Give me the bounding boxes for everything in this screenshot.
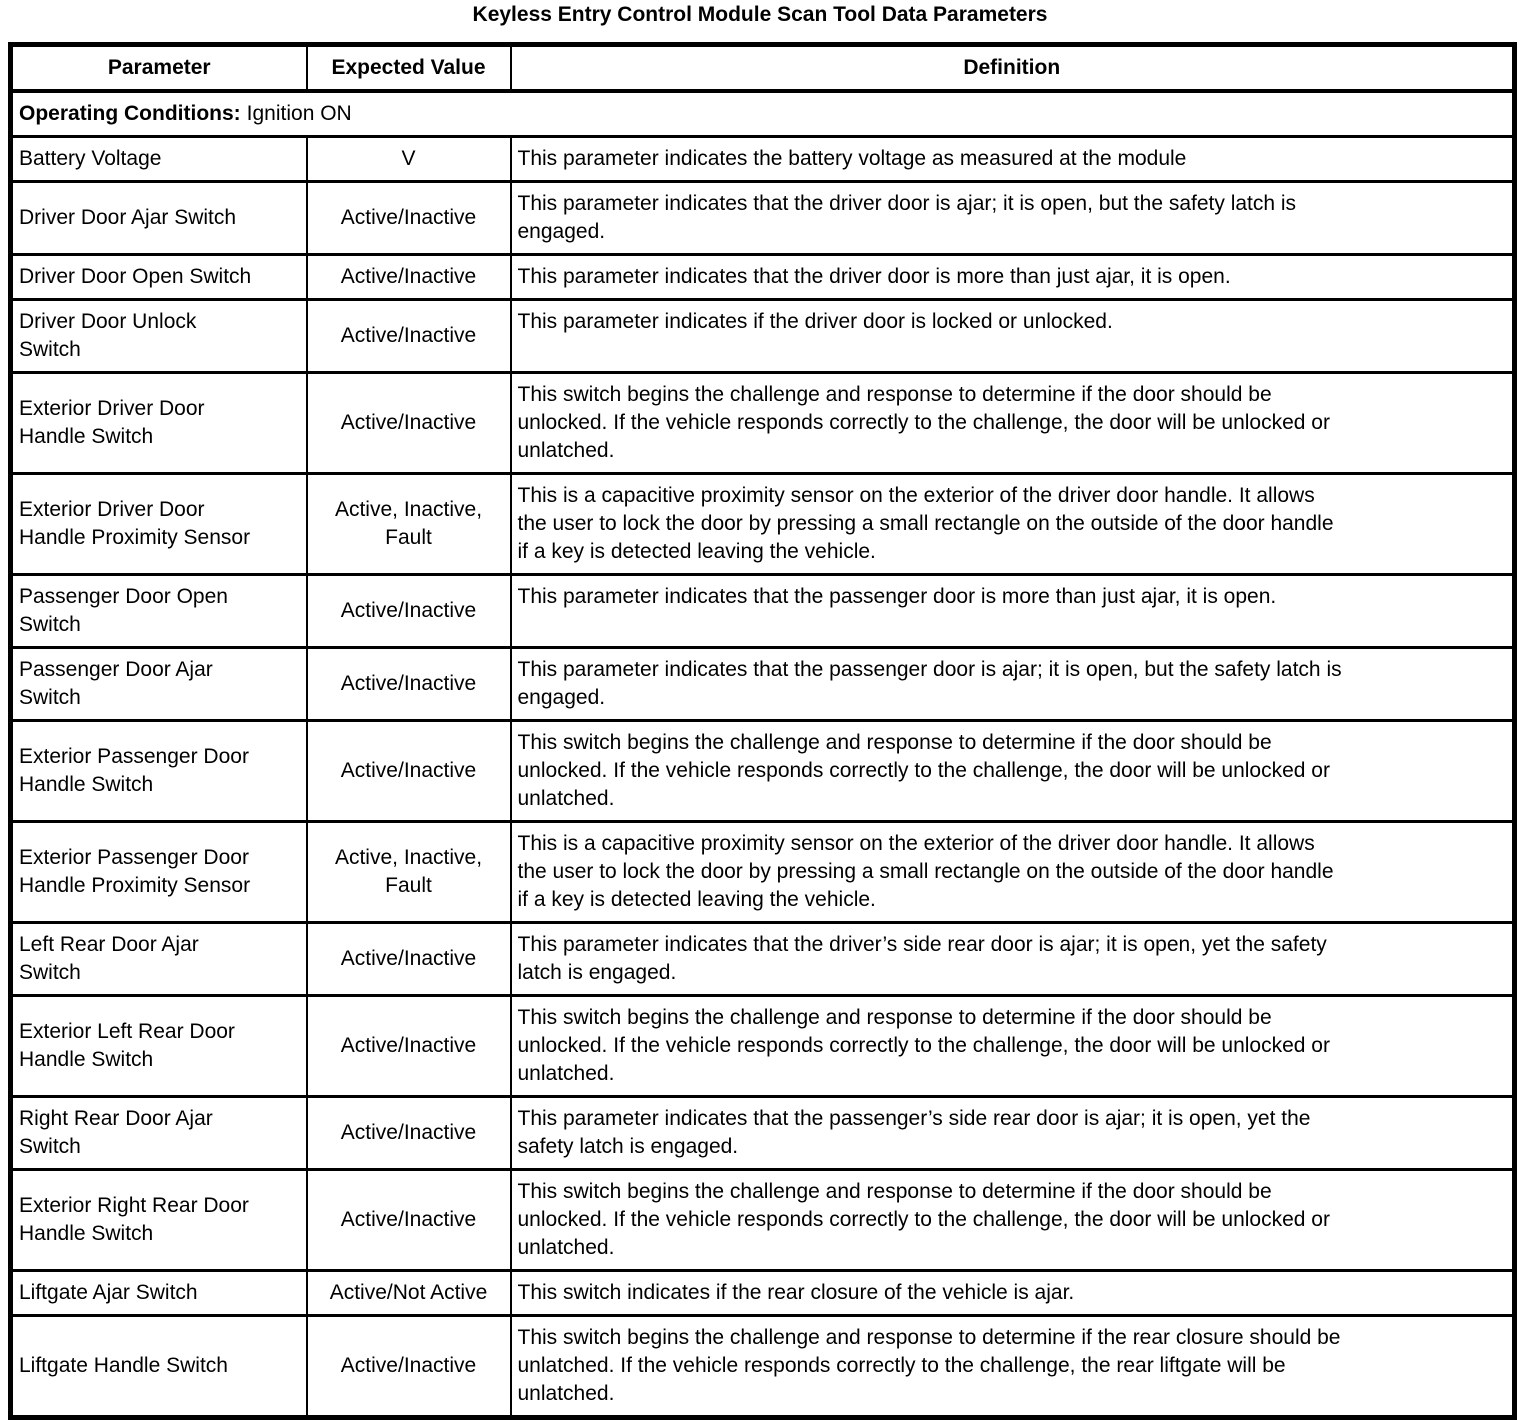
expected-value-cell: Active, Inactive, Fault	[307, 474, 511, 575]
definition-cell	[511, 1097, 1515, 1170]
parameter-cell-text: Driver Door Ajar Switch	[19, 206, 237, 229]
parameter-cell-text: Left Rear Door Ajar Switch	[19, 933, 199, 984]
parameter-cell-text: Exterior Right Rear Door Handle Switch	[19, 1194, 249, 1245]
parameter-cell-text: Exterior Passenger Door Handle Switch	[19, 745, 249, 796]
parameter-cell	[11, 1316, 307, 1418]
table-row	[11, 996, 1515, 1097]
definition-cell-text: This parameter indicates the battery voltage as measured at the module	[517, 147, 1187, 170]
parameter-cell	[11, 721, 307, 822]
expected-value-cell: Active/Not Active	[307, 1271, 511, 1316]
parameter-cell	[11, 137, 307, 182]
expected-value-cell: Active/Inactive	[307, 1097, 511, 1170]
operating-conditions-row	[11, 91, 1515, 137]
table-row	[11, 923, 1515, 996]
parameter-cell	[11, 575, 307, 648]
expected-value-cell: Active/Inactive	[307, 575, 511, 648]
operating-conditions-cell	[11, 91, 1515, 137]
table-row	[11, 1170, 1515, 1271]
parameter-cell	[11, 255, 307, 300]
table-header-row	[11, 45, 1515, 92]
definition-cell	[511, 721, 1515, 822]
parameter-cell	[11, 474, 307, 575]
parameter-cell	[11, 300, 307, 373]
definition-cell-text: This parameter indicates that the driver door is ajar; it is open, but the safety latch is engaged.	[517, 192, 1297, 243]
definition-cell	[511, 373, 1515, 474]
expected-value-cell: Active/Inactive	[307, 300, 511, 373]
expected-value-cell: Active/Inactive	[307, 996, 511, 1097]
parameter-cell-text: Battery Voltage	[19, 147, 162, 170]
parameter-cell	[11, 1097, 307, 1170]
parameter-cell-text: Exterior Left Rear Door Handle Switch	[19, 1020, 235, 1071]
table-row	[11, 1316, 1515, 1418]
parameter-cell-text: Passenger Door Open Switch	[19, 585, 228, 636]
parameter-cell-text: Exterior Driver Door Handle Proximity Sensor	[19, 498, 251, 549]
expected-value-cell: Active/Inactive	[307, 923, 511, 996]
parameter-cell	[11, 182, 307, 255]
definition-cell-text: This parameter indicates that the passenger’s side rear door is ajar; it is open, yet the safety latch is engaged.	[517, 1107, 1311, 1158]
parameter-cell	[11, 1271, 307, 1316]
parameter-cell	[11, 996, 307, 1097]
parameter-cell-text: Liftgate Handle Switch	[19, 1354, 228, 1377]
table-row	[11, 137, 1515, 182]
definition-cell-text: This parameter indicates that the driver’s side rear door is ajar; it is open, yet the safety latch is engaged.	[517, 933, 1327, 984]
definition-cell-text: This is a capacitive proximity sensor on the exterior of the driver door handle. It allows the user to lock the door by pressing a small rectangle on the outside of the door handle if a key is detected leaving the vehicle.	[517, 832, 1334, 911]
parameter-cell	[11, 822, 307, 923]
column-header-definition: Definition	[511, 45, 1515, 92]
definition-cell	[511, 996, 1515, 1097]
column-header-parameter: Parameter	[11, 45, 307, 92]
column-header-expected-value: Expected Value	[307, 45, 511, 92]
definition-cell-text: This parameter indicates that the passenger door is more than just ajar, it is open.	[517, 585, 1277, 608]
parameter-cell	[11, 648, 307, 721]
parameter-cell	[11, 1170, 307, 1271]
expected-value-cell: Active/Inactive	[307, 1316, 511, 1418]
parameter-cell-text: Exterior Passenger Door Handle Proximity Sensor	[19, 846, 251, 897]
parameter-cell-text: Driver Door Unlock Switch	[19, 310, 197, 361]
expected-value-cell: V	[307, 137, 511, 182]
table-row	[11, 300, 1515, 373]
definition-cell	[511, 923, 1515, 996]
definition-cell	[511, 1170, 1515, 1271]
parameter-cell-text: Passenger Door Ajar Switch	[19, 658, 213, 709]
definition-cell	[511, 575, 1515, 648]
definition-cell	[511, 822, 1515, 923]
definition-cell-text: This is a capacitive proximity sensor on the exterior of the driver door handle. It allows the user to lock the door by pressing a small rectangle on the outside of the door handle if a key is detected leaving the vehicle.	[517, 484, 1334, 563]
definition-cell	[511, 1271, 1515, 1316]
definition-cell-text: This parameter indicates that the driver door is more than just ajar, it is open.	[517, 265, 1231, 288]
expected-value-cell: Active/Inactive	[307, 648, 511, 721]
scan-tool-data-table	[8, 42, 1517, 1420]
expected-value-cell: Active/Inactive	[307, 721, 511, 822]
table-row	[11, 474, 1515, 575]
definition-cell-text: This switch begins the challenge and response to determine if the door should be unlocked. If the vehicle responds correctly to the challenge, the door will be unlocked or unlatched.	[517, 1006, 1330, 1085]
definition-cell	[511, 474, 1515, 575]
parameter-cell-text: Liftgate Ajar Switch	[19, 1281, 198, 1304]
definition-cell-text: This switch indicates if the rear closure of the vehicle is ajar.	[517, 1281, 1075, 1304]
definition-cell-text: This switch begins the challenge and response to determine if the door should be unlocked. If the vehicle responds correctly to the challenge, the door will be unlocked or unlatched.	[517, 1180, 1330, 1259]
definition-cell	[511, 300, 1515, 373]
operating-conditions-value: Ignition ON	[246, 102, 352, 125]
definition-cell-text: This switch begins the challenge and response to determine if the door should be unlocked. If the vehicle responds correctly to the challenge, the door will be unlocked or unlatched.	[517, 383, 1330, 462]
definition-cell	[511, 648, 1515, 721]
definition-cell	[511, 182, 1515, 255]
parameter-cell	[11, 373, 307, 474]
definition-cell	[511, 1316, 1515, 1418]
definition-cell-text: This switch begins the challenge and response to determine if the rear closure should be unlatched. If the vehicle responds correctly to the challenge, the rear liftgate will be unlatched.	[517, 1326, 1341, 1405]
definition-cell-text: This switch begins the challenge and response to determine if the door should be unlocked. If the vehicle responds correctly to the challenge, the door will be unlocked or unlatched.	[517, 731, 1330, 810]
page-title: Keyless Entry Control Module Scan Tool Data Parameters	[472, 3, 1048, 26]
table-row	[11, 721, 1515, 822]
expected-value-cell: Active/Inactive	[307, 182, 511, 255]
table-row	[11, 182, 1515, 255]
table-row	[11, 648, 1515, 721]
expected-value-cell: Active/Inactive	[307, 1170, 511, 1271]
table-row	[11, 373, 1515, 474]
parameter-cell-text: Right Rear Door Ajar Switch	[19, 1107, 213, 1158]
definition-cell-text: This parameter indicates if the driver door is locked or unlocked.	[517, 310, 1113, 333]
expected-value-cell: Active/Inactive	[307, 373, 511, 474]
table-row	[11, 1097, 1515, 1170]
definition-cell	[511, 255, 1515, 300]
parameter-cell-text: Driver Door Open Switch	[19, 265, 252, 288]
definition-cell-text: This parameter indicates that the passenger door is ajar; it is open, but the safety latch is engaged.	[517, 658, 1342, 709]
expected-value-cell: Active, Inactive, Fault	[307, 822, 511, 923]
table-row	[11, 255, 1515, 300]
parameter-cell	[11, 923, 307, 996]
table-row	[11, 1271, 1515, 1316]
table-row	[11, 822, 1515, 923]
expected-value-cell: Active/Inactive	[307, 255, 511, 300]
parameter-cell-text: Exterior Driver Door Handle Switch	[19, 397, 205, 448]
table-row	[11, 575, 1515, 648]
operating-conditions-label: Operating Conditions:	[19, 102, 241, 125]
definition-cell	[511, 137, 1515, 182]
